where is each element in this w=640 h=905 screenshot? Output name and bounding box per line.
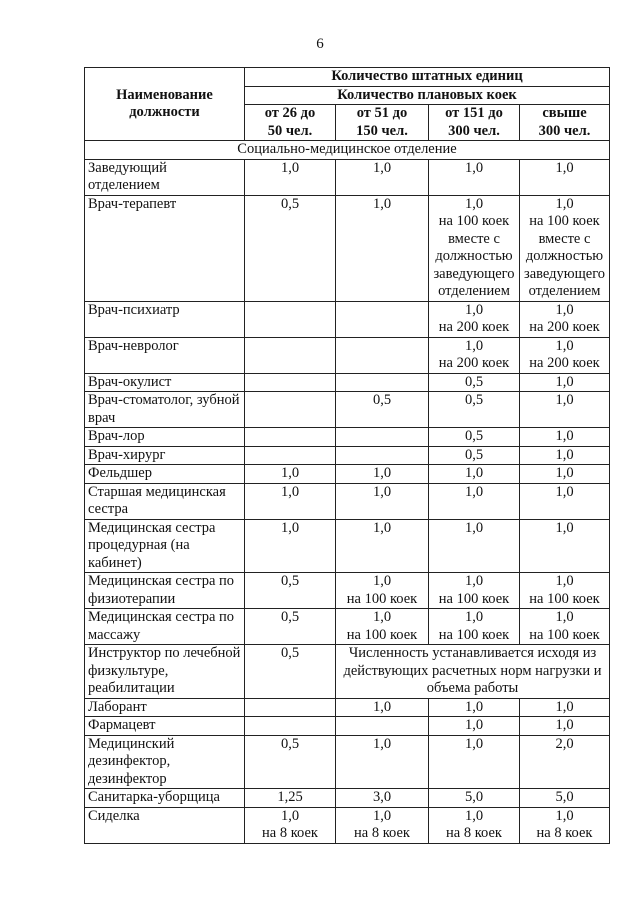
value-line: 0,5 [464, 446, 484, 463]
value-cell [520, 373, 610, 392]
value-cell [429, 573, 520, 609]
header-col-1: от 26 до 50 чел. [245, 105, 336, 141]
value-cell [245, 392, 336, 428]
position-name: Врач-стоматолог, зубной врач [85, 392, 245, 428]
value-line: 1,0 [280, 483, 300, 500]
value-cell [520, 465, 610, 484]
table-row [85, 698, 610, 717]
value-line: заведующего [523, 265, 606, 282]
value-cell [429, 392, 520, 428]
value-line: заведующего [433, 265, 515, 282]
value-cell [336, 735, 429, 789]
value-line: 0,5 [464, 428, 484, 444]
value-cell [520, 483, 610, 519]
value-line: 1,0 [372, 698, 392, 715]
table-body [85, 141, 610, 844]
value-line: на 8 коек [354, 825, 410, 841]
value-cell [336, 698, 429, 717]
value-cell [429, 465, 520, 484]
table-row [85, 483, 610, 519]
value-cell [245, 465, 336, 484]
header-col-3: от 151 до 300 чел. [429, 105, 520, 141]
table-row [85, 465, 610, 484]
header-col-2: от 51 до 150 чел. [336, 105, 429, 141]
value-line: вместе с [538, 230, 591, 247]
position-name: Санитарка-уборщица [85, 789, 245, 808]
value-line: 1,0 [464, 465, 484, 481]
value-line: 0,5 [280, 735, 300, 752]
value-line: 3,0 [372, 789, 392, 805]
value-line: 1,0 [464, 337, 484, 354]
value-line: 1,0 [280, 159, 300, 176]
value-line: 1,0 [464, 301, 484, 318]
value-line: на 100 коек [529, 626, 600, 643]
value-line: 1,0 [555, 465, 574, 481]
value-line: 0,5 [464, 373, 484, 390]
value-cell [336, 807, 429, 843]
value-cell [245, 717, 336, 736]
value-line: вместе с [448, 230, 500, 247]
table-row [85, 717, 610, 736]
value-line: на 100 коек [438, 213, 510, 229]
value-line: 1,0 [555, 698, 574, 715]
value-line: 1,0 [464, 609, 484, 625]
value-cell [429, 483, 520, 519]
value-line: 0,5 [464, 392, 484, 408]
value-cell [520, 159, 610, 195]
value-line: 1,25 [277, 789, 303, 805]
value-cell [429, 735, 520, 789]
value-cell [429, 717, 520, 736]
table-row [85, 195, 610, 301]
value-cell [245, 373, 336, 392]
value-line: на 100 коек [438, 590, 510, 607]
value-cell [336, 373, 429, 392]
position-name: Врач-хирург [85, 446, 245, 465]
value-line: 1,0 [464, 807, 484, 824]
value-cell [336, 392, 429, 428]
value-cell [336, 465, 429, 484]
table-row [85, 807, 610, 843]
table-header [85, 68, 610, 141]
table-row [85, 519, 610, 573]
value-line: 5,0 [555, 789, 574, 805]
value-cell [336, 301, 429, 337]
position-name: Медицинский дезинфектор, дезинфектор [85, 735, 245, 789]
table-row [85, 735, 610, 789]
position-name: Врач-невролог [85, 337, 245, 373]
value-line: 1,0 [555, 483, 574, 500]
value-line: 1,0 [555, 519, 574, 536]
table-row [85, 609, 610, 645]
value-cell [520, 337, 610, 373]
position-name: Врач-психиатр [85, 301, 245, 337]
value-line: 1,0 [372, 159, 392, 176]
value-cell [520, 195, 610, 301]
value-cell [520, 717, 610, 736]
table-row [85, 428, 610, 447]
value-line: 1,0 [555, 609, 574, 625]
value-line: 1,0 [555, 717, 574, 733]
position-name: Врач-лор [85, 428, 245, 447]
header-col-4: свыше 300 чел. [520, 105, 610, 141]
value-cell [429, 519, 520, 573]
table-row [85, 446, 610, 465]
value-cell [245, 573, 336, 609]
section-title: Социально-медицинское отделение [85, 141, 610, 160]
staffing-note: Численность устанавливается исходя из действующих расчетных норм нагрузки и объема работы [336, 645, 610, 699]
value-cell [429, 159, 520, 195]
position-name: Медицинская сестра по физиотерапии [85, 573, 245, 609]
value-line: 1,0 [464, 735, 484, 752]
value-line: на 100 коек [346, 626, 418, 643]
value-line: 1,0 [464, 159, 484, 176]
value-line: 0,5 [372, 392, 392, 408]
value-cell [245, 337, 336, 373]
table-row [85, 337, 610, 373]
value-cell [429, 301, 520, 337]
position-name: Фельдшер [85, 465, 245, 484]
value-line: должностью [435, 248, 513, 264]
value-line: 1,0 [372, 519, 392, 536]
value-line: 1,0 [555, 807, 574, 824]
page-number: 6 [316, 36, 324, 52]
value-cell [429, 337, 520, 373]
table-row [85, 789, 610, 808]
value-line: на 8 коек [446, 825, 502, 841]
value-line: 1,0 [555, 392, 574, 408]
value-cell [245, 446, 336, 465]
value-line: на 100 коек [346, 590, 418, 607]
table-row [85, 301, 610, 337]
value-line: на 100 коек [529, 590, 600, 607]
value-line: 1,0 [555, 337, 574, 354]
value-cell [245, 698, 336, 717]
position-name: Заведующий отделением [85, 159, 245, 195]
value-cell [245, 735, 336, 789]
value-line: 1,0 [464, 698, 484, 715]
value-line: на 8 коек [262, 825, 318, 841]
value-line: 2,0 [555, 735, 574, 752]
position-name: Медицинская сестра по массажу [85, 609, 245, 645]
value-cell [336, 337, 429, 373]
value-line: 1,0 [464, 519, 484, 536]
value-line: 1,0 [555, 301, 574, 318]
position-name: Врач-терапевт [85, 195, 245, 301]
value-line: 1,0 [555, 573, 574, 589]
value-line: на 200 коек [438, 319, 510, 335]
value-cell [336, 789, 429, 808]
value-cell [245, 159, 336, 195]
value-line: 1,0 [372, 195, 392, 212]
value-cell [336, 446, 429, 465]
value-line: 1,0 [372, 483, 392, 500]
position-name: Сиделка [85, 807, 245, 843]
value-line: 1,0 [464, 483, 484, 500]
value-cell [520, 573, 610, 609]
value-line: 1,0 [555, 428, 574, 444]
value-cell [336, 159, 429, 195]
value-cell [245, 301, 336, 337]
value-line: отделением [528, 283, 601, 299]
value-line: 1,0 [372, 609, 392, 625]
value-line: 1,0 [555, 195, 574, 212]
value-line: на 100 коек [529, 213, 600, 229]
value-cell [336, 519, 429, 573]
header-staff-units: Количество штатных единиц [245, 68, 610, 87]
value-cell [429, 698, 520, 717]
value-line: 1,0 [372, 735, 392, 752]
value-line: 1,0 [555, 373, 574, 390]
value-cell [429, 609, 520, 645]
value-cell [520, 735, 610, 789]
position-name: Инструктор по лечебной физкультуре, реабилитации [85, 645, 245, 699]
table-row [85, 159, 610, 195]
value-cell [520, 698, 610, 717]
position-name: Старшая медицинская сестра [85, 483, 245, 519]
value-cell [336, 609, 429, 645]
value-line: 1,0 [280, 465, 300, 481]
table-row [85, 573, 610, 609]
value-cell [245, 195, 336, 301]
value-cell [245, 519, 336, 573]
header-planned-beds: Количество плановых коек [245, 86, 610, 105]
value-line: 1,0 [555, 159, 574, 176]
header-position-name: Наименование должности [85, 68, 245, 141]
value-line: на 100 коек [438, 626, 510, 643]
position-name: Лаборант [85, 698, 245, 717]
value-line: 5,0 [464, 789, 484, 805]
position-name: Фармацевт [85, 717, 245, 736]
value-cell [429, 807, 520, 843]
value-cell [520, 392, 610, 428]
value-cell [245, 483, 336, 519]
value-cell [520, 301, 610, 337]
value-line: 0,5 [280, 573, 300, 589]
value-cell [336, 195, 429, 301]
value-line: 1,0 [372, 573, 392, 589]
value-cell [336, 573, 429, 609]
value-cell [520, 428, 610, 447]
value-cell [520, 519, 610, 573]
value-line: 1,0 [464, 573, 484, 589]
value-line: на 200 коек [529, 355, 600, 371]
value-line: 1,0 [555, 446, 574, 463]
value-cell [429, 789, 520, 808]
value-cell [429, 195, 520, 301]
value-cell [520, 609, 610, 645]
value-cell [245, 428, 336, 447]
value-line: 1,0 [372, 465, 392, 481]
value-line: 0,5 [280, 609, 300, 625]
value-line: 1,0 [464, 717, 484, 733]
staffing-table [84, 67, 610, 844]
table-row [85, 392, 610, 428]
value-cell [429, 428, 520, 447]
value-line: отделением [438, 283, 510, 299]
value-line: на 200 коек [438, 355, 510, 371]
value-cell [336, 483, 429, 519]
value-cell [429, 373, 520, 392]
value-cell [245, 807, 336, 843]
table-row [85, 373, 610, 392]
value-cell [520, 807, 610, 843]
value-line: 0,5 [280, 195, 300, 212]
value-cell [245, 789, 336, 808]
position-name: Медицинская сестра процедурная (на кабинет) [85, 519, 245, 573]
value-line: на 200 коек [529, 319, 600, 335]
value-cell [520, 446, 610, 465]
value-line: на 8 коек [536, 825, 593, 841]
value-cell [245, 609, 336, 645]
value-cell [245, 645, 336, 699]
value-line: 0,5 [280, 645, 300, 661]
value-cell [429, 446, 520, 465]
value-cell [336, 428, 429, 447]
value-line: 1,0 [464, 195, 484, 212]
value-line: 1,0 [280, 807, 300, 824]
value-line: должностью [525, 248, 604, 264]
value-cell [336, 717, 429, 736]
value-line: 1,0 [280, 519, 300, 536]
value-line: 1,0 [372, 807, 392, 824]
table-row [85, 645, 610, 699]
value-cell [520, 789, 610, 808]
position-name: Врач-окулист [85, 373, 245, 392]
